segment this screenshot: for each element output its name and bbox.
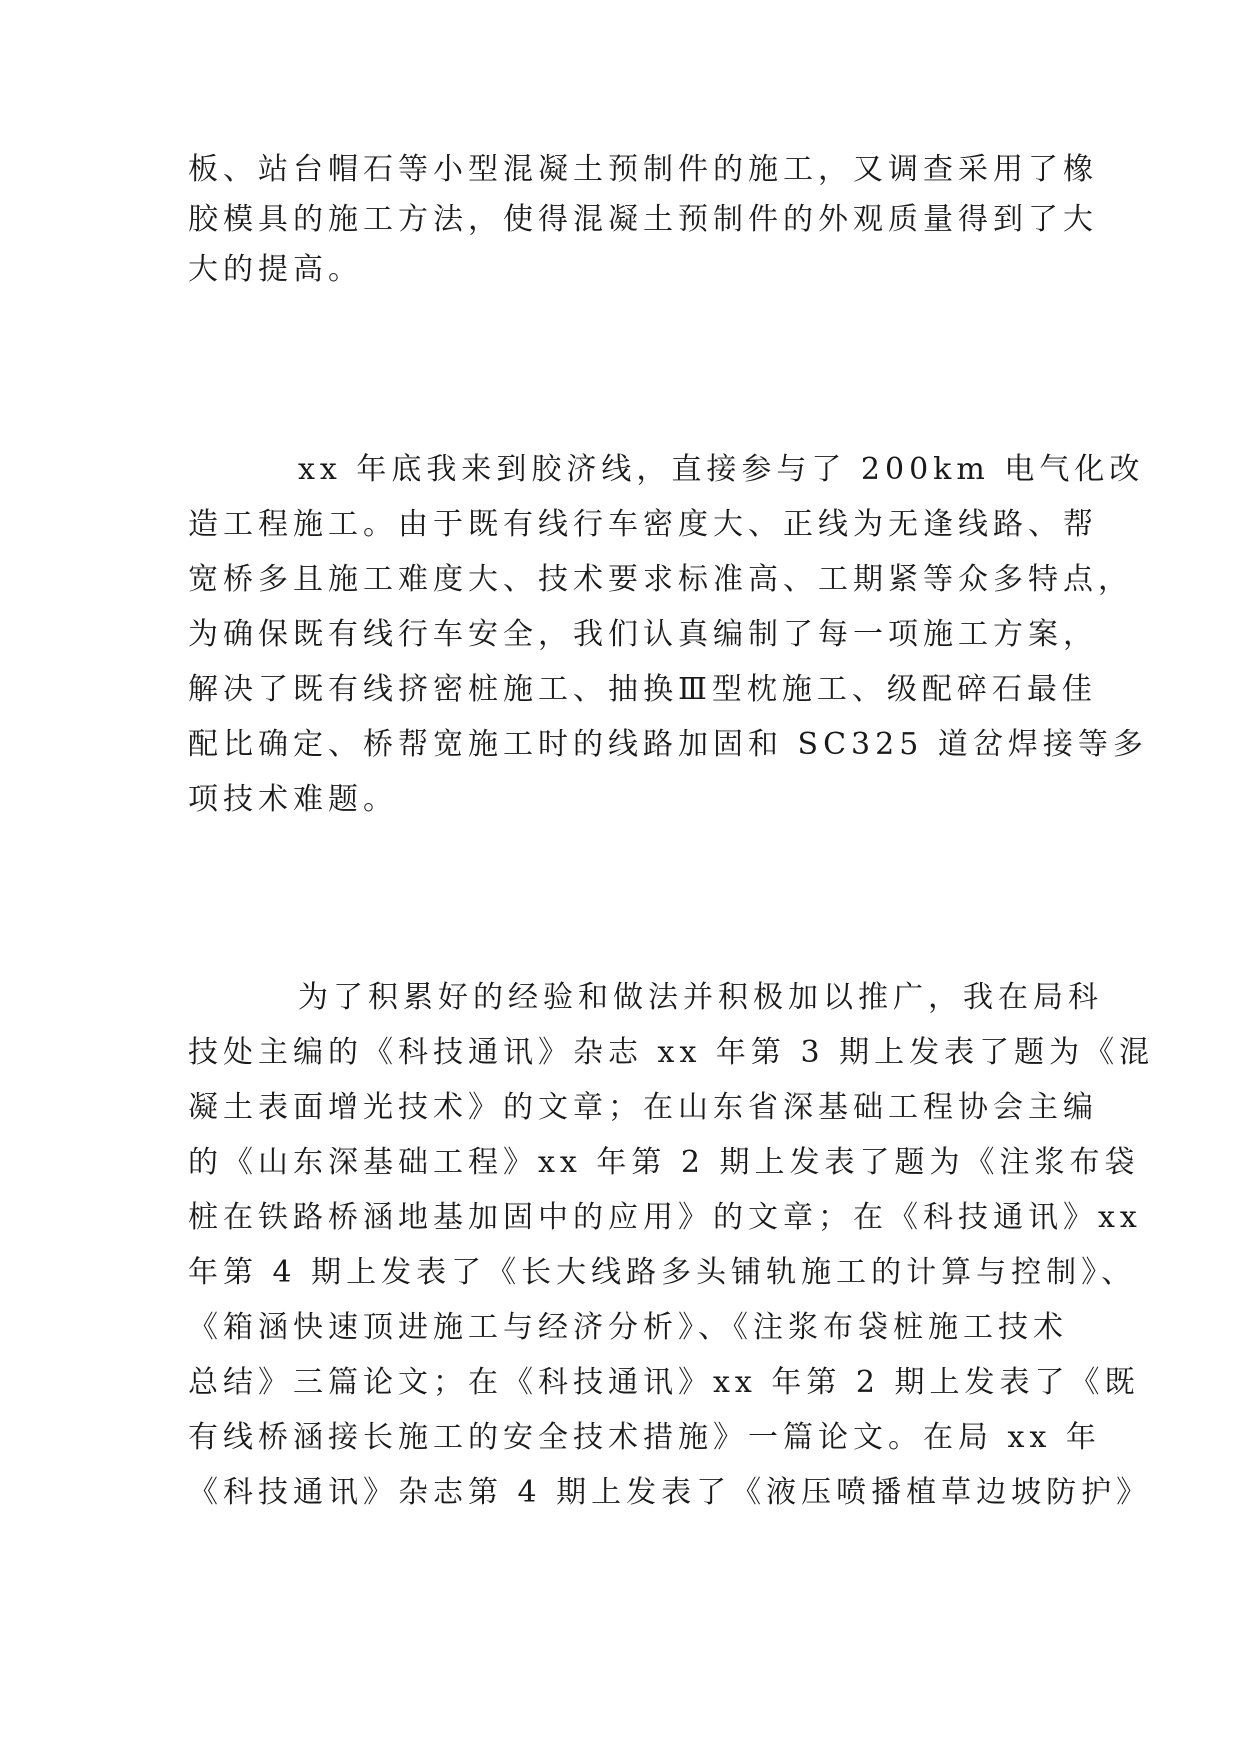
paragraph-line: 桩在铁路桥涵地基加固中的应用》的文章；在《科技通讯》xx: [188, 1200, 1142, 1235]
paragraph-line: 配比确定、桥帮宽施工时的线路加固和 SC325 道岔焊接等多: [188, 727, 1148, 762]
paragraph-line: 宽桥多且施工难度大、技术要求标准高、工期紧等众多特点，: [188, 562, 1133, 597]
paragraph-line: 板、站台帽石等小型混凝土预制件的施工，又调查采用了橡: [188, 152, 1098, 187]
paragraph-line: 为确保既有线行车安全，我们认真编制了每一项施工方案，: [188, 617, 1098, 652]
paragraph-line: 胶模具的施工方法，使得混凝土预制件的外观质量得到了大: [188, 202, 1098, 237]
paragraph-line: xx 年底我来到胶济线，直接参与了 200km 电气化改: [298, 452, 1145, 487]
paragraph-line: 解决了既有线挤密桩施工、抽换Ⅲ型枕施工、级配碎石最佳: [188, 672, 1097, 707]
paragraph-line: 技处主编的《科技通讯》杂志 xx 年第 3 期上发表了题为《混: [188, 1035, 1155, 1070]
paragraph-line: 项技术难题。: [188, 782, 398, 817]
paragraph-line: 年第 4 期上发表了《长大线路多头铺轨施工的计算与控制》、: [188, 1255, 1137, 1290]
paragraph-line: 有线桥涵接长施工的安全技术措施》一篇论文。在局 xx 年: [188, 1420, 1101, 1455]
paragraph-line: 为了积累好的经验和做法并积极加以推广，我在局科: [298, 980, 1103, 1015]
paragraph-line: 大的提高。: [188, 252, 363, 287]
paragraph-line: 《科技通讯》杂志第 4 期上发表了《液压喷播植草边坡防护》: [188, 1475, 1152, 1510]
paragraph-line: 总结》三篇论文；在《科技通讯》xx 年第 2 期上发表了《既: [188, 1365, 1140, 1400]
paragraph-line: 造工程施工。由于既有线行车密度大、正线为无逢线路、帮: [188, 507, 1098, 542]
paragraph-line: 《箱涵快速顶进施工与经济分析》、《注浆布袋桩施工技术: [188, 1310, 1068, 1345]
paragraph-line: 凝土表面增光技术》的文章；在山东省深基础工程协会主编: [188, 1090, 1098, 1125]
paragraph-line: 的《山东深基础工程》xx 年第 2 期上发表了题为《注浆布袋: [188, 1145, 1140, 1180]
